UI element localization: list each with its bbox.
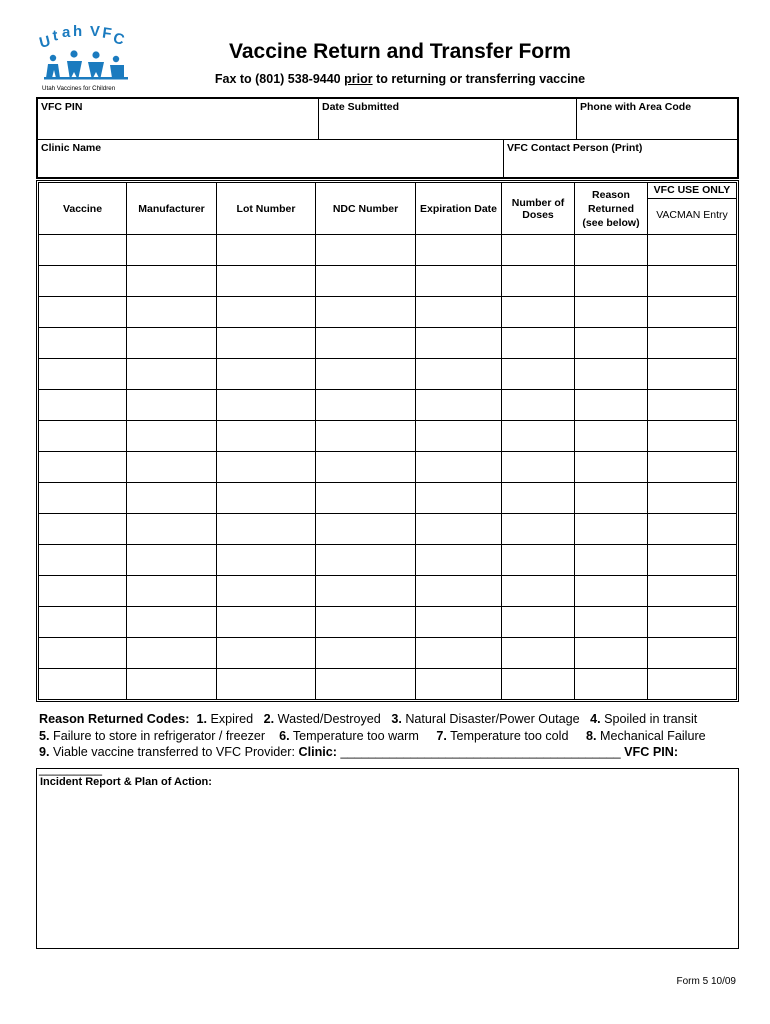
table-cell[interactable] <box>575 545 648 576</box>
table-cell[interactable] <box>502 638 575 669</box>
table-cell[interactable] <box>39 483 127 514</box>
col-lot-number: Lot Number <box>217 183 316 235</box>
table-cell[interactable] <box>39 607 127 638</box>
table-row <box>39 483 737 514</box>
svg-text:F: F <box>101 24 113 43</box>
table-row <box>39 328 737 359</box>
table-cell[interactable] <box>575 483 648 514</box>
table-cell[interactable] <box>217 297 316 328</box>
table-cell[interactable] <box>316 390 416 421</box>
table-cell[interactable] <box>575 359 648 390</box>
table-cell[interactable] <box>575 452 648 483</box>
table-cell[interactable] <box>127 607 217 638</box>
table-cell[interactable] <box>502 576 575 607</box>
table-cell[interactable] <box>217 266 316 297</box>
table-row <box>39 452 737 483</box>
vaccine-table-body <box>39 235 737 700</box>
table-cell[interactable] <box>316 328 416 359</box>
reason-codes-line-2: 5. Failure to store in refrigerator / freezer 6. Temperature too warm 7. Temperature too cold 8. Mechanical Failure <box>39 728 706 743</box>
table-cell[interactable] <box>648 545 737 576</box>
table-cell[interactable] <box>39 328 127 359</box>
col-reason-returned: Reason Returned (see below) <box>575 183 648 235</box>
table-row <box>39 607 737 638</box>
table-row <box>39 576 737 607</box>
table-cell[interactable] <box>39 514 127 545</box>
table-row <box>39 421 737 452</box>
svg-text:h: h <box>73 24 83 40</box>
table-cell[interactable] <box>217 452 316 483</box>
table-cell[interactable] <box>127 452 217 483</box>
table-cell[interactable] <box>217 483 316 514</box>
table-cell[interactable] <box>127 514 217 545</box>
phone-field[interactable]: Phone with Area Code <box>576 98 738 140</box>
table-cell[interactable] <box>217 421 316 452</box>
table-cell[interactable] <box>416 359 502 390</box>
col-expiration-date: Expiration Date <box>416 183 502 235</box>
table-cell[interactable] <box>316 297 416 328</box>
table-cell[interactable] <box>502 669 575 700</box>
incident-report-box[interactable] <box>36 768 739 949</box>
col-vfc-use-only: VFC USE ONLY VACMAN Entry <box>648 183 737 235</box>
incident-report-label: Incident Report & Plan of Action: <box>40 776 212 788</box>
table-cell[interactable] <box>648 607 737 638</box>
table-cell[interactable] <box>575 638 648 669</box>
table-cell[interactable] <box>648 328 737 359</box>
table-cell[interactable] <box>575 669 648 700</box>
table-cell[interactable] <box>416 452 502 483</box>
table-row <box>39 235 737 266</box>
table-cell[interactable] <box>502 328 575 359</box>
table-cell[interactable] <box>416 235 502 266</box>
svg-text:Utah Vaccines for Children: Utah Vaccines for Children <box>42 85 116 92</box>
svg-text:V: V <box>90 24 101 40</box>
table-cell[interactable] <box>502 452 575 483</box>
table-cell[interactable] <box>316 359 416 390</box>
table-cell[interactable] <box>416 266 502 297</box>
table-cell[interactable] <box>502 266 575 297</box>
table-cell[interactable] <box>39 266 127 297</box>
table-cell[interactable] <box>502 421 575 452</box>
table-cell[interactable] <box>502 545 575 576</box>
table-cell[interactable] <box>575 297 648 328</box>
table-cell[interactable] <box>127 297 217 328</box>
table-cell[interactable] <box>39 545 127 576</box>
table-cell[interactable] <box>575 328 648 359</box>
table-cell[interactable] <box>648 452 737 483</box>
table-row <box>39 359 737 390</box>
table-cell[interactable] <box>416 483 502 514</box>
table-cell[interactable] <box>316 607 416 638</box>
table-cell[interactable] <box>127 390 217 421</box>
table-cell[interactable] <box>575 514 648 545</box>
svg-text:a: a <box>62 24 71 41</box>
form-version: Form 5 10/09 <box>676 976 736 987</box>
table-cell[interactable] <box>502 607 575 638</box>
table-cell[interactable] <box>416 545 502 576</box>
table-cell[interactable] <box>316 545 416 576</box>
table-cell[interactable] <box>648 235 737 266</box>
table-cell[interactable] <box>648 266 737 297</box>
table-cell[interactable] <box>416 669 502 700</box>
table-cell[interactable] <box>316 514 416 545</box>
form-title: Vaccine Return and Transfer Form <box>229 40 571 63</box>
provider-info-box <box>36 97 739 179</box>
table-cell[interactable] <box>416 390 502 421</box>
form-subtitle: Fax to (801) 538-9440 prior to returning or transferring vaccine <box>214 72 586 86</box>
table-cell[interactable] <box>648 669 737 700</box>
table-cell[interactable] <box>502 514 575 545</box>
table-cell[interactable] <box>575 390 648 421</box>
table-cell[interactable] <box>648 576 737 607</box>
table-row <box>39 390 737 421</box>
table-cell[interactable] <box>416 297 502 328</box>
table-cell[interactable] <box>316 235 416 266</box>
table-cell[interactable] <box>648 297 737 328</box>
table-cell[interactable] <box>217 359 316 390</box>
col-ndc-number: NDC Number <box>316 183 416 235</box>
table-cell[interactable] <box>502 235 575 266</box>
table-cell[interactable] <box>217 390 316 421</box>
table-cell[interactable] <box>127 421 217 452</box>
table-row <box>39 669 737 700</box>
table-cell[interactable] <box>502 359 575 390</box>
table-cell[interactable] <box>502 390 575 421</box>
vfc-pin-field[interactable]: VFC PIN <box>37 98 319 140</box>
col-vaccine: Vaccine <box>39 183 127 235</box>
table-cell[interactable] <box>217 669 316 700</box>
table-cell[interactable] <box>648 638 737 669</box>
date-submitted-field[interactable]: Date Submitted <box>318 98 577 140</box>
table-cell[interactable] <box>39 421 127 452</box>
table-cell[interactable] <box>39 452 127 483</box>
table-cell[interactable] <box>39 235 127 266</box>
table-cell[interactable] <box>127 669 217 700</box>
table-cell[interactable] <box>217 328 316 359</box>
table-cell[interactable] <box>648 421 737 452</box>
table-cell[interactable] <box>416 328 502 359</box>
table-cell[interactable] <box>575 607 648 638</box>
table-cell[interactable] <box>39 576 127 607</box>
contact-person-field[interactable]: VFC Contact Person (Print) <box>503 139 738 178</box>
table-cell[interactable] <box>127 483 217 514</box>
table-cell[interactable] <box>217 235 316 266</box>
table-cell[interactable] <box>127 545 217 576</box>
table-cell[interactable] <box>127 266 217 297</box>
table-cell[interactable] <box>416 421 502 452</box>
svg-text:C: C <box>111 29 127 49</box>
table-cell[interactable] <box>39 297 127 328</box>
table-cell[interactable] <box>39 669 127 700</box>
table-cell[interactable] <box>217 638 316 669</box>
table-cell[interactable] <box>127 328 217 359</box>
table-cell[interactable] <box>217 607 316 638</box>
table-cell[interactable] <box>127 235 217 266</box>
table-cell[interactable] <box>316 669 416 700</box>
table-cell[interactable] <box>316 452 416 483</box>
transfer-pin-blank[interactable]: _________ <box>39 761 103 776</box>
table-cell[interactable] <box>316 576 416 607</box>
table-row <box>39 545 737 576</box>
table-cell[interactable] <box>39 638 127 669</box>
table-row <box>39 638 737 669</box>
table-row <box>39 297 737 328</box>
table-cell[interactable] <box>648 390 737 421</box>
table-cell[interactable] <box>648 359 737 390</box>
col-number-of-doses: Number of Doses <box>502 183 575 235</box>
table-cell[interactable] <box>575 235 648 266</box>
table-cell[interactable] <box>502 483 575 514</box>
table-cell[interactable] <box>316 266 416 297</box>
table-row <box>39 266 737 297</box>
vaccine-table <box>38 182 737 700</box>
table-cell[interactable] <box>217 514 316 545</box>
table-cell[interactable] <box>416 514 502 545</box>
table-cell[interactable] <box>575 266 648 297</box>
reason-codes-line-1: Reason Returned Codes: 1. Expired 2. Wasted/Destroyed 3. Natural Disaster/Power Outage 4. Spoiled in transit <box>39 712 698 726</box>
table-cell[interactable] <box>127 638 217 669</box>
table-cell[interactable] <box>416 638 502 669</box>
reason-codes-line-3: 9. Viable vaccine transferred to VFC Provider: Clinic: ________________________________________ VFC PIN: _________ <box>39 745 679 776</box>
table-cell[interactable] <box>575 421 648 452</box>
clinic-name-field[interactable]: Clinic Name <box>37 139 504 178</box>
table-cell[interactable] <box>217 545 316 576</box>
vaccine-table-wrapper <box>36 180 739 702</box>
table-cell[interactable] <box>127 359 217 390</box>
svg-text:t: t <box>51 27 59 45</box>
table-cell[interactable] <box>648 483 737 514</box>
table-header-row <box>39 183 737 235</box>
table-cell[interactable] <box>316 421 416 452</box>
table-row <box>39 514 737 545</box>
table-cell[interactable] <box>39 359 127 390</box>
table-cell[interactable] <box>416 576 502 607</box>
table-cell[interactable] <box>39 390 127 421</box>
svg-text:U: U <box>38 32 53 52</box>
table-cell[interactable] <box>316 483 416 514</box>
table-cell[interactable] <box>316 638 416 669</box>
transfer-clinic-blank[interactable]: ________________________________________ <box>340 745 621 759</box>
table-cell[interactable] <box>217 576 316 607</box>
table-cell[interactable] <box>127 576 217 607</box>
table-cell[interactable] <box>648 514 737 545</box>
table-cell[interactable] <box>416 607 502 638</box>
table-cell[interactable] <box>575 576 648 607</box>
table-cell[interactable] <box>502 297 575 328</box>
col-manufacturer: Manufacturer <box>127 183 217 235</box>
